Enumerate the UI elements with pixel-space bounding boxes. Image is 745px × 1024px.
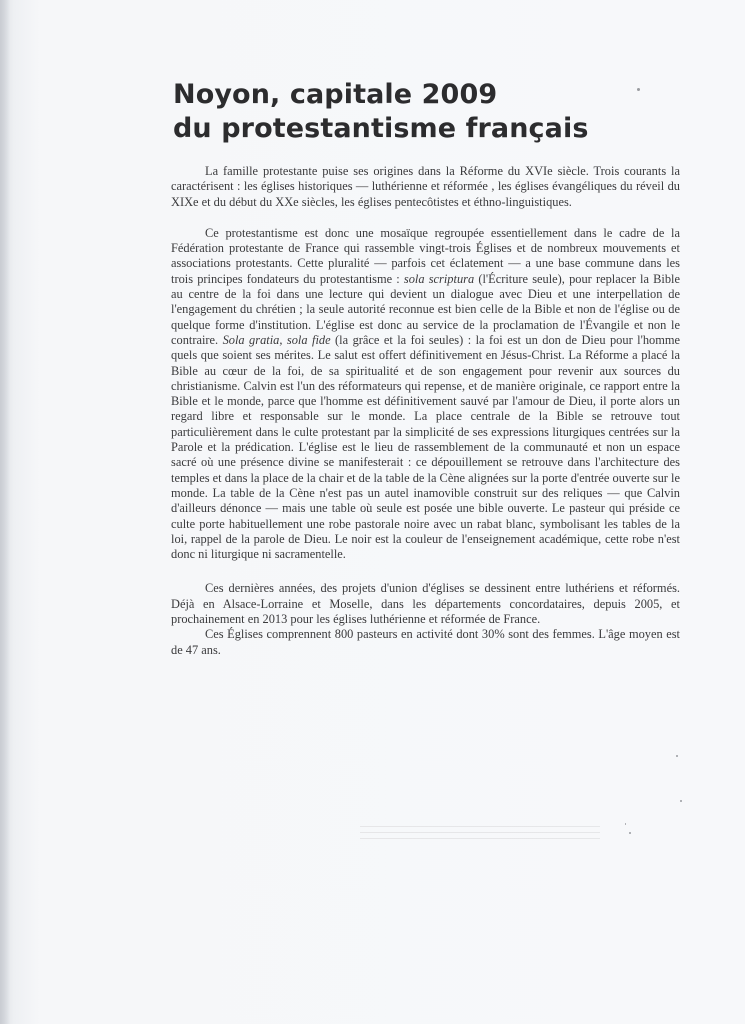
paragraph-union-projects: Ces dernières années, des projets d'union d'églises se dessinent entre luthériens et réformés. Déjà en Alsace-Lorraine et Moselle, dans les départements concordataires, depuis 2005, et prochainement en 2013 pour les églises luthérienne et réformée de France. bbox=[171, 581, 680, 627]
italic-sola-gratia: Sola gratia, sola fide bbox=[222, 332, 331, 347]
italic-sola-scriptura: sola scriptura bbox=[403, 271, 475, 286]
title-line-1: Noyon, capitale 2009 bbox=[173, 79, 498, 110]
scan-speck bbox=[637, 88, 640, 91]
bleed-through-text bbox=[360, 826, 600, 842]
title-line-2: du protestantisme français bbox=[173, 113, 589, 144]
scan-speck bbox=[680, 800, 682, 802]
paragraph-principles-part-2: (l'Écriture seule), pour replacer la Bible au centre de la foi dans une lecture qui devient un dialogue avec Dieu et une interpellation de l'engagement du chrétien ; la seule autorité reconnue est bien celle de la Bible et non de l'église ou de quelque forme d'institution. L'église est donc au service de la proclamation de l'Évangile et non le contraire. bbox=[171, 271, 680, 347]
paragraph-principles-part-3: (la grâce et la foi seules) : la foi est un don de Dieu pour l'homme quels que soient ses mérites. Le salut est offert définitivement en Jésus-Christ. La Réforme a placé la Bible au cœur de la foi, de sa spiritualité et de son engagement pour revenir aux sources du christianisme. Calvin est l'un des réformateurs qui repense, et de manière originale, ce rapport entre la Bible et le monde, parce que l'homme est définitivement sauvé par l'amour de Dieu, il porte alors un regard libre et responsable sur le monde. La place centrale de la Bible se retrouve tout particulièrement dans le culte protestant par la simplicité de ses expressions liturgiques centrées sur la Parole et la prédication. L'église est le lieu de rassemblement de la communauté et non un espace sacré où une présence divine se manifesterait : ce dépouillement se retrouve dans l'architecture des temples et dans la place de la chair et de la table de la Cène alignées sur la porte d'entrée ouverte sur le monde. La table de la Cène n'est pas un autel inamovible construit sur des reliques — que Calvin d'ailleurs dénonce — mais une table où seule est posée une bible ouverte. Le pasteur qui préside ce culte porte habituellement une robe pastorale noire avec un rabat blanc, symbolisant les tables de la loi, rappel de la parole de Dieu. Le noir est la couleur de l'enseignement académique, cette robe n'est donc ni liturgique ni sacramentelle. bbox=[171, 332, 680, 562]
scan-speck bbox=[625, 823, 626, 825]
page-spine-shadow bbox=[0, 0, 10, 1024]
paragraph-principles bbox=[171, 226, 680, 563]
paragraph-principles-part-1: Ce protestantisme est donc une mosaïque regroupée essentiellement dans le cadre de la Fédération protestante de France qui rassemble vingt-trois Églises et de nombreux mouvements et associations protestants. Cette pluralité — parfois cet éclatement — a une base commune dans les trois principes fondateurs du protestantisme : bbox=[171, 225, 680, 286]
article-body bbox=[171, 164, 680, 658]
paragraph-pastors: Ces Églises comprennent 800 pasteurs en activité dont 30% sont des femmes. L'âge moyen est de 47 ans. bbox=[171, 627, 680, 657]
page-title bbox=[173, 78, 673, 146]
scan-speck bbox=[629, 832, 631, 834]
paragraph-origins: La famille protestante puise ses origines dans la Réforme du XVIe siècle. Trois courants la caractérisent : les églises historiques — luthérienne et réformée , les églises évangéliques du réveil du XIXe et du début du XXe siècles, les églises pentecôtistes et éthno-linguistiques. bbox=[171, 164, 680, 209]
scan-speck bbox=[676, 755, 678, 757]
